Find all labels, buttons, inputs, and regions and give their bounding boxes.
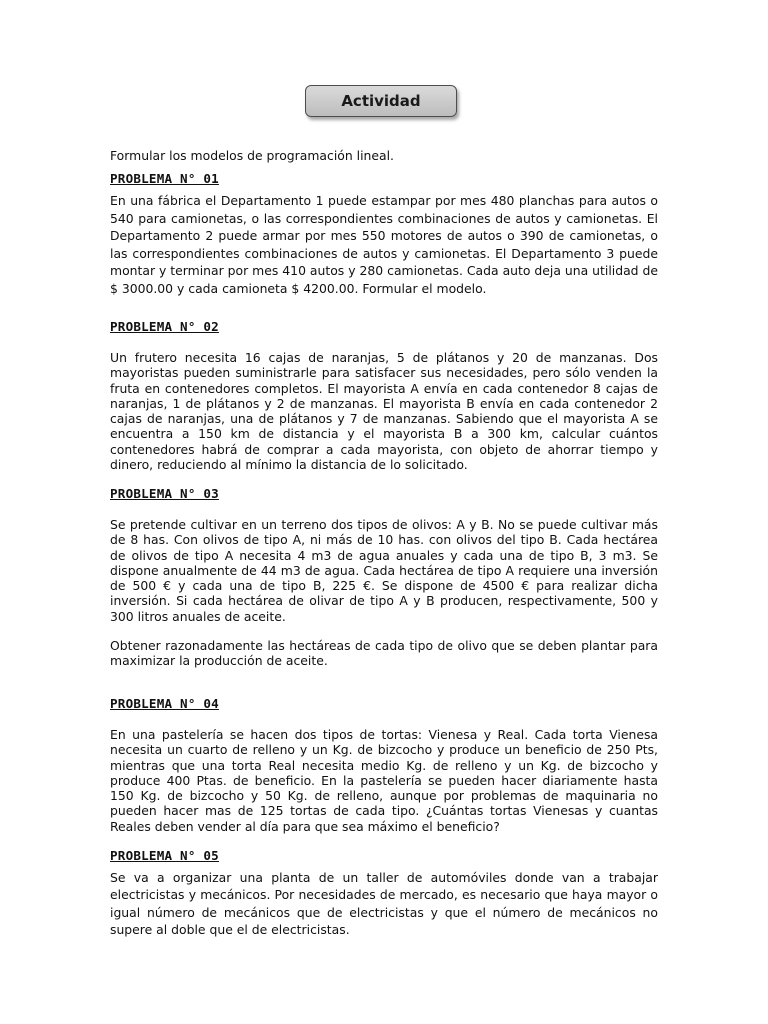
activity-title-label: Actividad: [341, 92, 421, 110]
problem-03-heading: PROBLEMA N° 03: [110, 486, 219, 501]
intro-text: Formular los modelos de programación lineal.: [110, 148, 394, 163]
problem-05-text: Se va a organizar una planta de un taller de automóviles donde van a trabajar electricistas y mecánicos. Por necesidades de mercado, es necesario que haya mayor o igual número de mecánicos que de electricistas y que el número de mecánicos no supere al doble que el de electricistas.: [110, 870, 658, 937]
problem-02-heading: PROBLEMA N° 02: [110, 319, 219, 334]
problem-04-text: En una pastelería se hacen dos tipos de tortas: Vienesa y Real. Cada torta Vienesa necesita un cuarto de relleno y un Kg. de bizcocho y produce un beneficio de 250 Pts, mientras que una torta Real necesita medio Kg. de relleno y un Kg. de bizcocho y produce 400 Ptas. de beneficio. En la pastelería se pueden hacer diariamente hasta 150 Kg. de bizcocho y 50 Kg. de relleno, aunque por problemas de maquinaria no pueden hacer mas de 125 tortas de cada tipo. ¿Cuántas tortas Vienesas y cuantas Reales deben vender al día para que sea máximo el beneficio?: [110, 727, 658, 834]
problem-02-text: Un frutero necesita 16 cajas de naranjas, 5 de plátanos y 20 de manzanas. Dos mayoristas pueden suministrarle para satisfacer sus necesidades, pero sólo venden la fruta en contenedores completos. El mayorista A envía en cada contenedor 8 cajas de naranjas, 1 de plátanos y 2 de manzanas. El mayorista B envía en cada contenedor 2 cajas de naranjas, una de plátanos y 7 de manzanas. Sabiendo que el mayorista A se encuentra a 150 km de distancia y el mayorista B a 300 km, calcular cuántos contenedores habrá de comprar a cada mayorista, con objeto de ahorrar tiempo y dinero, reduciendo al mínimo la distancia de lo solicitado.: [110, 350, 658, 473]
problem-03-text-2: Obtener razonadamente las hectáreas de cada tipo de olivo que se deben plantar para maximizar la producción de aceite.: [110, 638, 658, 669]
problem-05-heading: PROBLEMA N° 05: [110, 848, 219, 863]
problem-04-heading: PROBLEMA N° 04: [110, 696, 219, 711]
problem-01-text: En una fábrica el Departamento 1 puede estampar por mes 480 planchas para autos o 540 para camionetas, o las correspondientes combinaciones de autos y camionetas. El Departamento 2 puede armar por mes 550 motores de autos o 390 de camionetas, o las correspondientes combinaciones de autos y camionetas. El Departamento 3 puede montar y terminar por mes 410 autos y 280 camionetas. Cada auto deja una utilidad de $ 3000.00 y cada camioneta $ 4200.00. Formular el modelo.: [110, 193, 658, 296]
problem-01-heading: PROBLEMA N° 01: [110, 171, 219, 186]
problem-03-text-1: Se pretende cultivar en un terreno dos tipos de olivos: A y B. No se puede cultivar más de 8 has. Con olivos de tipo A, ni más de 10 has. con olivos del tipo B. Cada hectárea de olivos de tipo A necesita 4 m3 de agua anuales y cada una de tipo B, 3 m3. Se dispone anualmente de 44 m3 de agua. Cada hectárea de tipo A requiere una inversión de 500 € y cada una de tipo B, 225 €. Se dispone de 4500 € para realizar dicha inversión. Si cada hectárea de olivar de tipo A y B producen, respectivamente, 500 y 300 litros anuales de aceite.: [110, 517, 658, 624]
activity-title-badge: [305, 85, 457, 117]
